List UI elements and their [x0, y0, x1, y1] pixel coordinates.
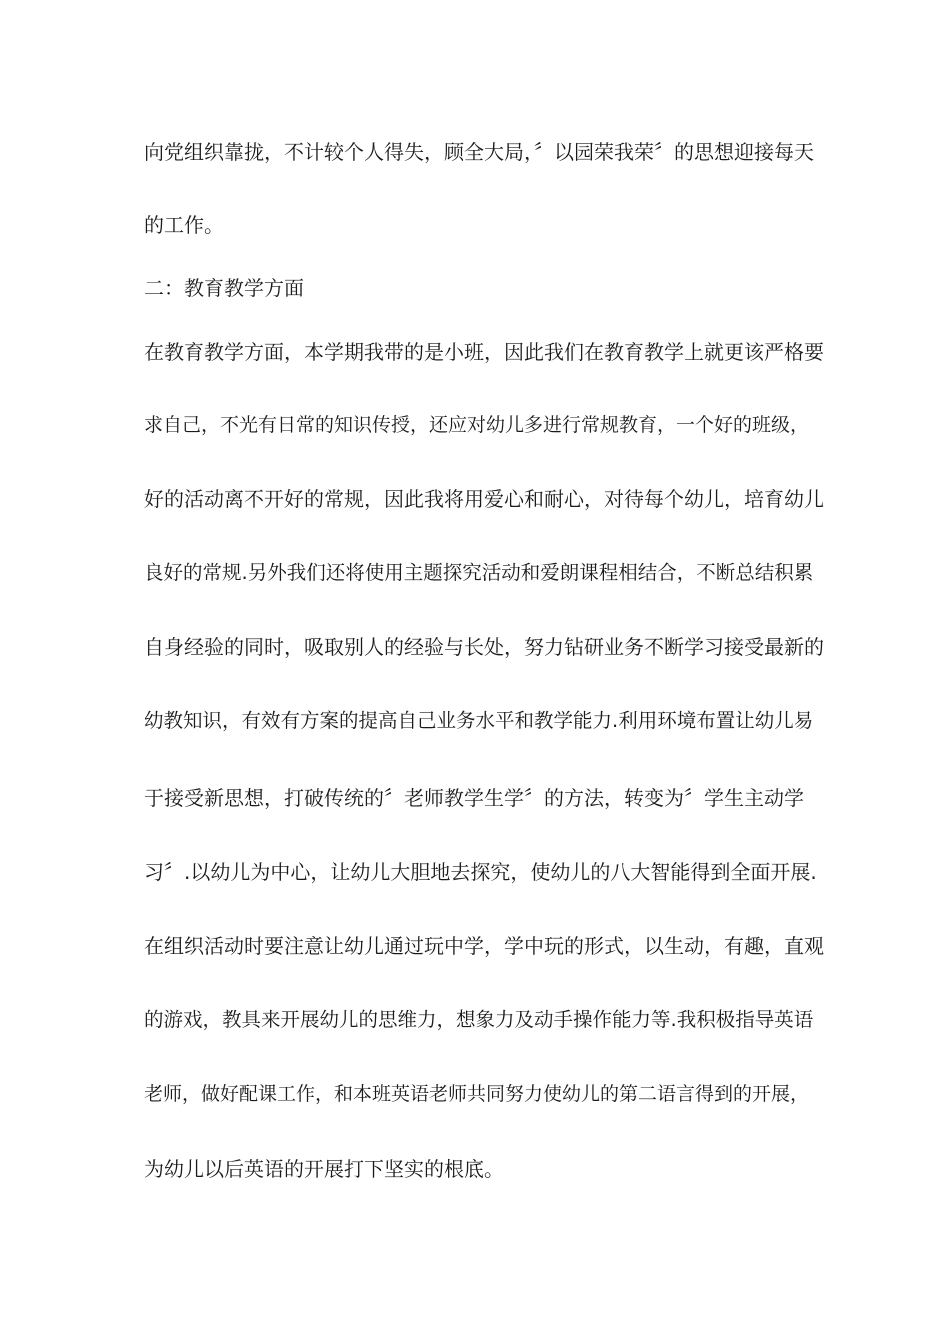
text-line: 的工作。: [144, 213, 224, 237]
text-line: 习〞.以幼儿为中心，让幼儿大胆地去探究，使幼儿的八大智能得到全面开展.: [144, 860, 817, 884]
section-heading: 二：教育教学方面: [144, 276, 304, 300]
text-line: 在组织活动时要注意让幼儿通过玩中学，学中玩的形式，以生动，有趣，直观: [144, 934, 824, 958]
text-line: 良好的常规.另外我们还将使用主题探究活动和爱朗课程相结合，不断总结积累: [144, 561, 814, 584]
text-line: 自身经验的同时，吸取别人的经验与长处，努力钻研业务不断学习接受最新的: [144, 635, 824, 659]
text-line: 的游戏，教具来开展幼儿的思维力，想象力及动手操作能力等.我积极指导英语: [144, 1008, 814, 1031]
text-line: 向党组织靠拢，不计较个人得失，顾全大局，〞以园荣我荣〞的思想迎接每天: [144, 140, 814, 164]
text-line: 为幼儿以后英语的开展打下坚实的根底。: [144, 1157, 504, 1181]
text-line: 好的活动离不开好的常规，因此我将用爱心和耐心，对待每个幼儿，培育幼儿: [144, 487, 824, 511]
text-line: 求自己，不光有日常的知识传授，还应对幼儿多进行常规教育，一个好的班级，: [144, 414, 810, 436]
text-line: 于接受新思想，打破传统的〞老师教学生学〞的方法，转变为〞学生主动学: [144, 786, 804, 810]
text-line: 幼教知识，有效有方案的提高自己业务水平和教学能力.利用环境布置让幼儿易: [144, 709, 814, 732]
text-line: 在教育教学方面，本学期我带的是小班，因此我们在教育教学上就更该严格要: [144, 340, 824, 364]
text-line: 老师，做好配课工作，和本班英语老师共同努力使幼儿的第二语言得到的开展，: [144, 1083, 810, 1105]
